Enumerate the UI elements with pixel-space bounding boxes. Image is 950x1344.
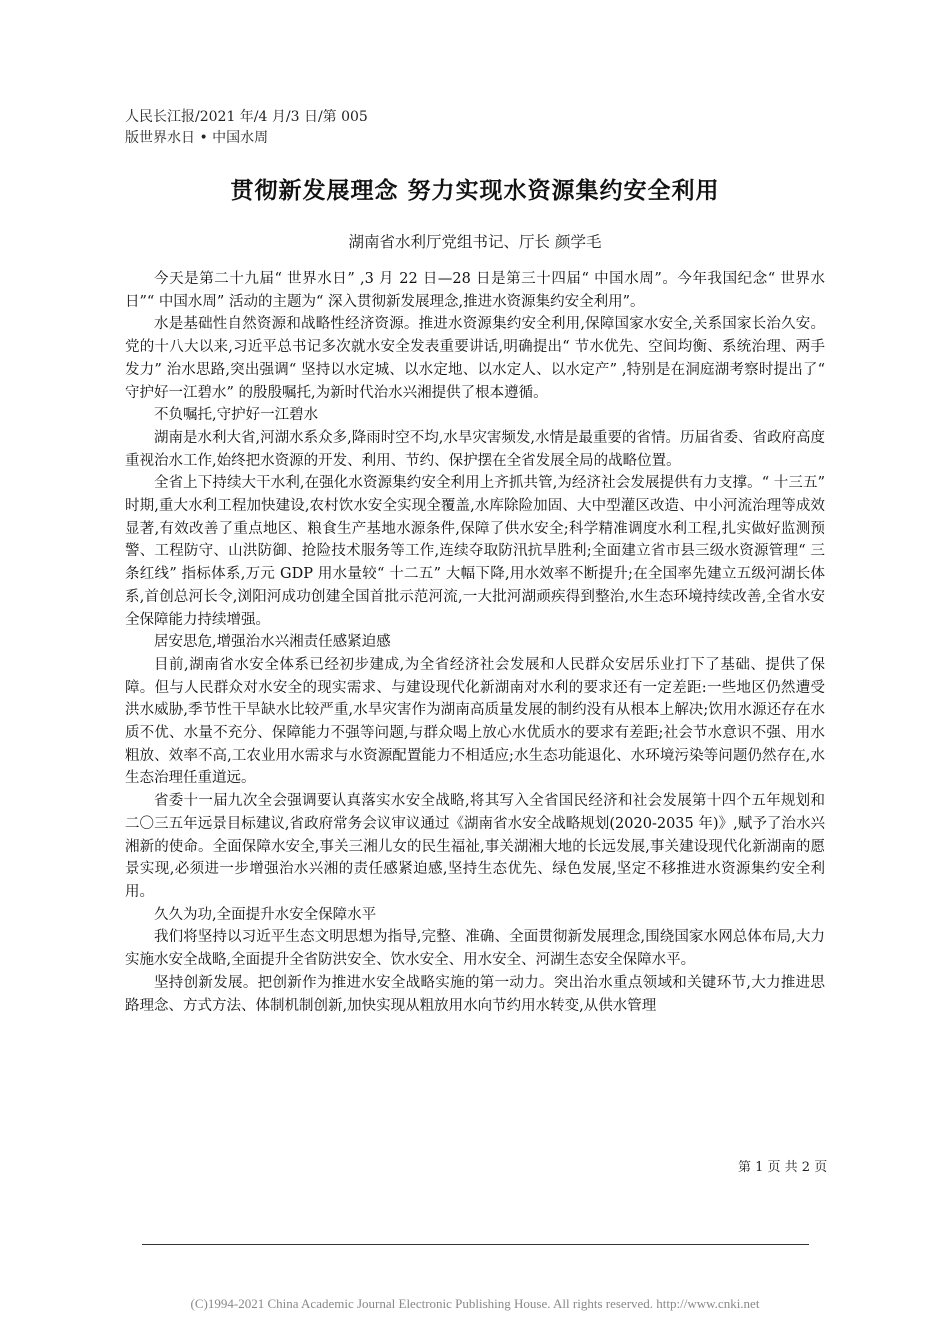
section-heading: 久久为功,全面提升水安全保障水平 <box>154 906 377 923</box>
article-author: 湖南省水利厅党组书记、厅长 颜学毛 <box>348 233 602 251</box>
paragraph: 坚持创新发展。把创新作为推进水安全战略实施的第一动力。突出治水重点领域和关键环节,大力推进思路理念、方式方法、体制机制创新,加快实现从粗放用水向节约用水转变,从供水管理 <box>125 974 825 1014</box>
page-indicator: 第 1 页 共 2 页 <box>738 1160 828 1175</box>
copyright-notice: (C)1994-2021 China Academic Journal Electronic Publishing House. All rights reserved. http://www.cnki.net <box>190 1296 760 1311</box>
article-body <box>125 268 825 1017</box>
footer-divider <box>142 1244 809 1245</box>
paragraph: 湖南是水利大省,河湖水系众多,降雨时空不均,水旱灾害频发,水情是最重要的省情。历届省委、省政府高度重视治水工作,始终把水资源的开发、利用、节约、保护摆在全省发展全局的战略位置。 <box>125 429 825 469</box>
paragraph: 我们将坚持以习近平生态文明思想为指导,完整、准确、全面贯彻新发展理念,围绕国家水网总体布局,大力实施水安全战略,全面提升全省防洪安全、饮水安全、用水安全、河湖生态安全保障水平。 <box>125 929 825 969</box>
paragraph: 全省上下持续大干水利,在强化水资源集约安全利用上齐抓共管,为经济社会发展提供有力支撑。“ 十三五” 时期,重大水利工程加快建设,农村饮水安全实现全覆盖,水库除险加固、大中型灌区改造、中小河流治理等成效显著,有效改善了重点地区、粮食生产基地水源条件,保障了供水安全;科学精准调度水利工程,扎实做好监测预警、工程防守、山洪防御、抢险技术服务等工作,连续夺取防汛抗旱胜利;全面建立省市县三级水资源管理“ 三条红线” 指标体系,万元 GDP 用水量较“ 十二五” 大幅下降,用水效率不断提升;在全国率先建立五级河湖长体系,首创总河长令,浏阳河成功创建全国首批示范河流,一大批河湖顽疾得到整治,水生态环境持续改善,全省水安全保障能力持续增强。 <box>125 475 825 628</box>
paragraph: 今天是第二十九届“ 世界水日” ,3 月 22 日—28 日是第三十四届“ 中国水周”。今年我国纪念“ 世界水日”“ 中国水周” 活动的主题为“ 深入贯彻新发展理念,推进水资源集约安全利用”。 <box>125 271 825 310</box>
source-line-2: 版世界水日 • 中国水周 <box>125 130 269 146</box>
article-title: 贯彻新发展理念 努力实现水资源集约安全利用 <box>230 178 720 204</box>
paragraph: 目前,湖南省水安全体系已经初步建成,为全省经济社会发展和人民群众安居乐业打下了基础、提供了保障。但与人民群众对水安全的现实需求、与建设现代化新湖南对水利的要求还有一定差距:一些地区仍然遭受洪水威胁,季节性干旱缺水比较严重,水旱灾害作为湖南高质量发展的制约没有从根本上解决;饮用水源还存在水质不优、水量不充分、保障能力不强等问题,与群众喝上放心水优质水的要求有差距;社会节水意识不强、用水粗放、效率不高,工农业用水需求与水资源配置能力不相适应;水生态功能退化、水环境污染等问题仍然存在,水生态治理任重道远。 <box>125 656 825 787</box>
paragraph: 省委十一届九次全会强调要认真落实水安全战略,将其写入全省国民经济和社会发展第十四个五年规划和二〇三五年远景目标建议,省政府常务会议审议通过《湖南省水安全战略规划(2020-2035 年)》,赋予了治水兴湘新的使命。全面保障水安全,事关三湘儿女的民生福祉,事关湖湘大地的长远发展,事关建设现代化新湖南的愿景实现,必须进一步增强治水兴湘的责任感紧迫感,坚持生态优先、绿色发展,坚定不移推进水资源集约安全利用。 <box>125 793 825 900</box>
source-citation <box>125 107 368 149</box>
paragraph: 水是基础性自然资源和战略性经济资源。推进水资源集约安全利用,保障国家水安全,关系国家长治久安。党的十八大以来,习近平总书记多次就水安全发表重要讲话,明确提出“ 节水优先、空间均衡、系统治理、两手发力” 治水思路,突出强调“ 坚持以水定城、以水定地、以水定人、以水定产” ,特别是在洞庭湖考察时提出了“ 守护好一江碧水” 的殷殷嘱托,为新时代治水兴湘提供了根本遵循。 <box>125 316 825 401</box>
source-line-1: 人民长江报/2021 年/4 月/3 日/第 005 <box>125 109 368 125</box>
section-heading: 不负嘱托,守护好一江碧水 <box>154 407 319 424</box>
section-heading: 居安思危,增强治水兴湘责任感紧迫感 <box>154 634 391 651</box>
